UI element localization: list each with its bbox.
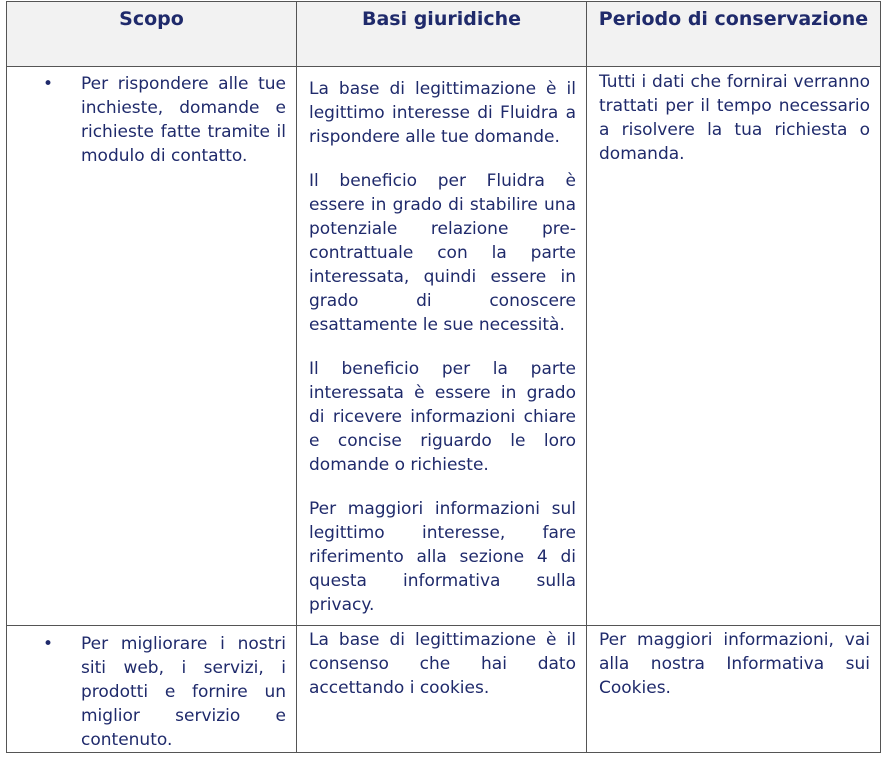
scope-text: Per rispondere alle tue inchieste, domande e richieste fatte tramite il modulo di contatto. [81,74,286,166]
bullet-icon: • [43,634,54,654]
table-row [7,67,881,626]
bullet-icon: • [43,74,54,94]
scope-cell [7,67,297,626]
legal-basis-paragraph: Per maggiori informazioni sul legittimo interesse, fare riferimento alla sezione 4 di questa informativa sulla privacy. [309,499,576,615]
legal-basis-paragraph: La base di legittimazione è il legittimo interesse di Fluidra a rispondere alle tue domande. [309,79,576,147]
retention-cell: Tutti i dati che fornirai verranno trattati per il tempo necessario a risolvere la tua richiesta o domanda. [587,67,881,626]
header-retention: Periodo di conservazione [587,2,881,67]
header-legal-basis: Basi giuridiche [297,2,587,67]
legal-basis-paragraph: La base di legittimazione è il consenso che hai dato accettando i cookies. [309,630,576,698]
legal-basis-paragraph: Il beneficio per la parte interessata è essere in grado di ricevere informazioni chiare e concise riguardo le loro domande o richieste. [309,359,576,475]
retention-cell: Per maggiori informazioni, vai alla nostra Informativa sui Cookies. [587,626,881,753]
legal-basis-paragraph: Il beneficio per Fluidra è essere in grado di stabilire una potenziale relazione pre-contrattuale con la parte interessata, quindi essere in grado di conoscere esattamente le sue necessità. [309,171,576,335]
privacy-table [6,1,881,753]
legal-basis-cell [297,67,587,626]
header-row [7,2,881,67]
scope-cell [7,626,297,753]
table-row [7,626,881,753]
legal-basis-cell [297,626,587,753]
scope-text: Per migliorare i nostri siti web, i servizi, i prodotti e fornire un miglior servizio e contenuto. [81,634,286,750]
header-scope: Scopo [7,2,297,67]
